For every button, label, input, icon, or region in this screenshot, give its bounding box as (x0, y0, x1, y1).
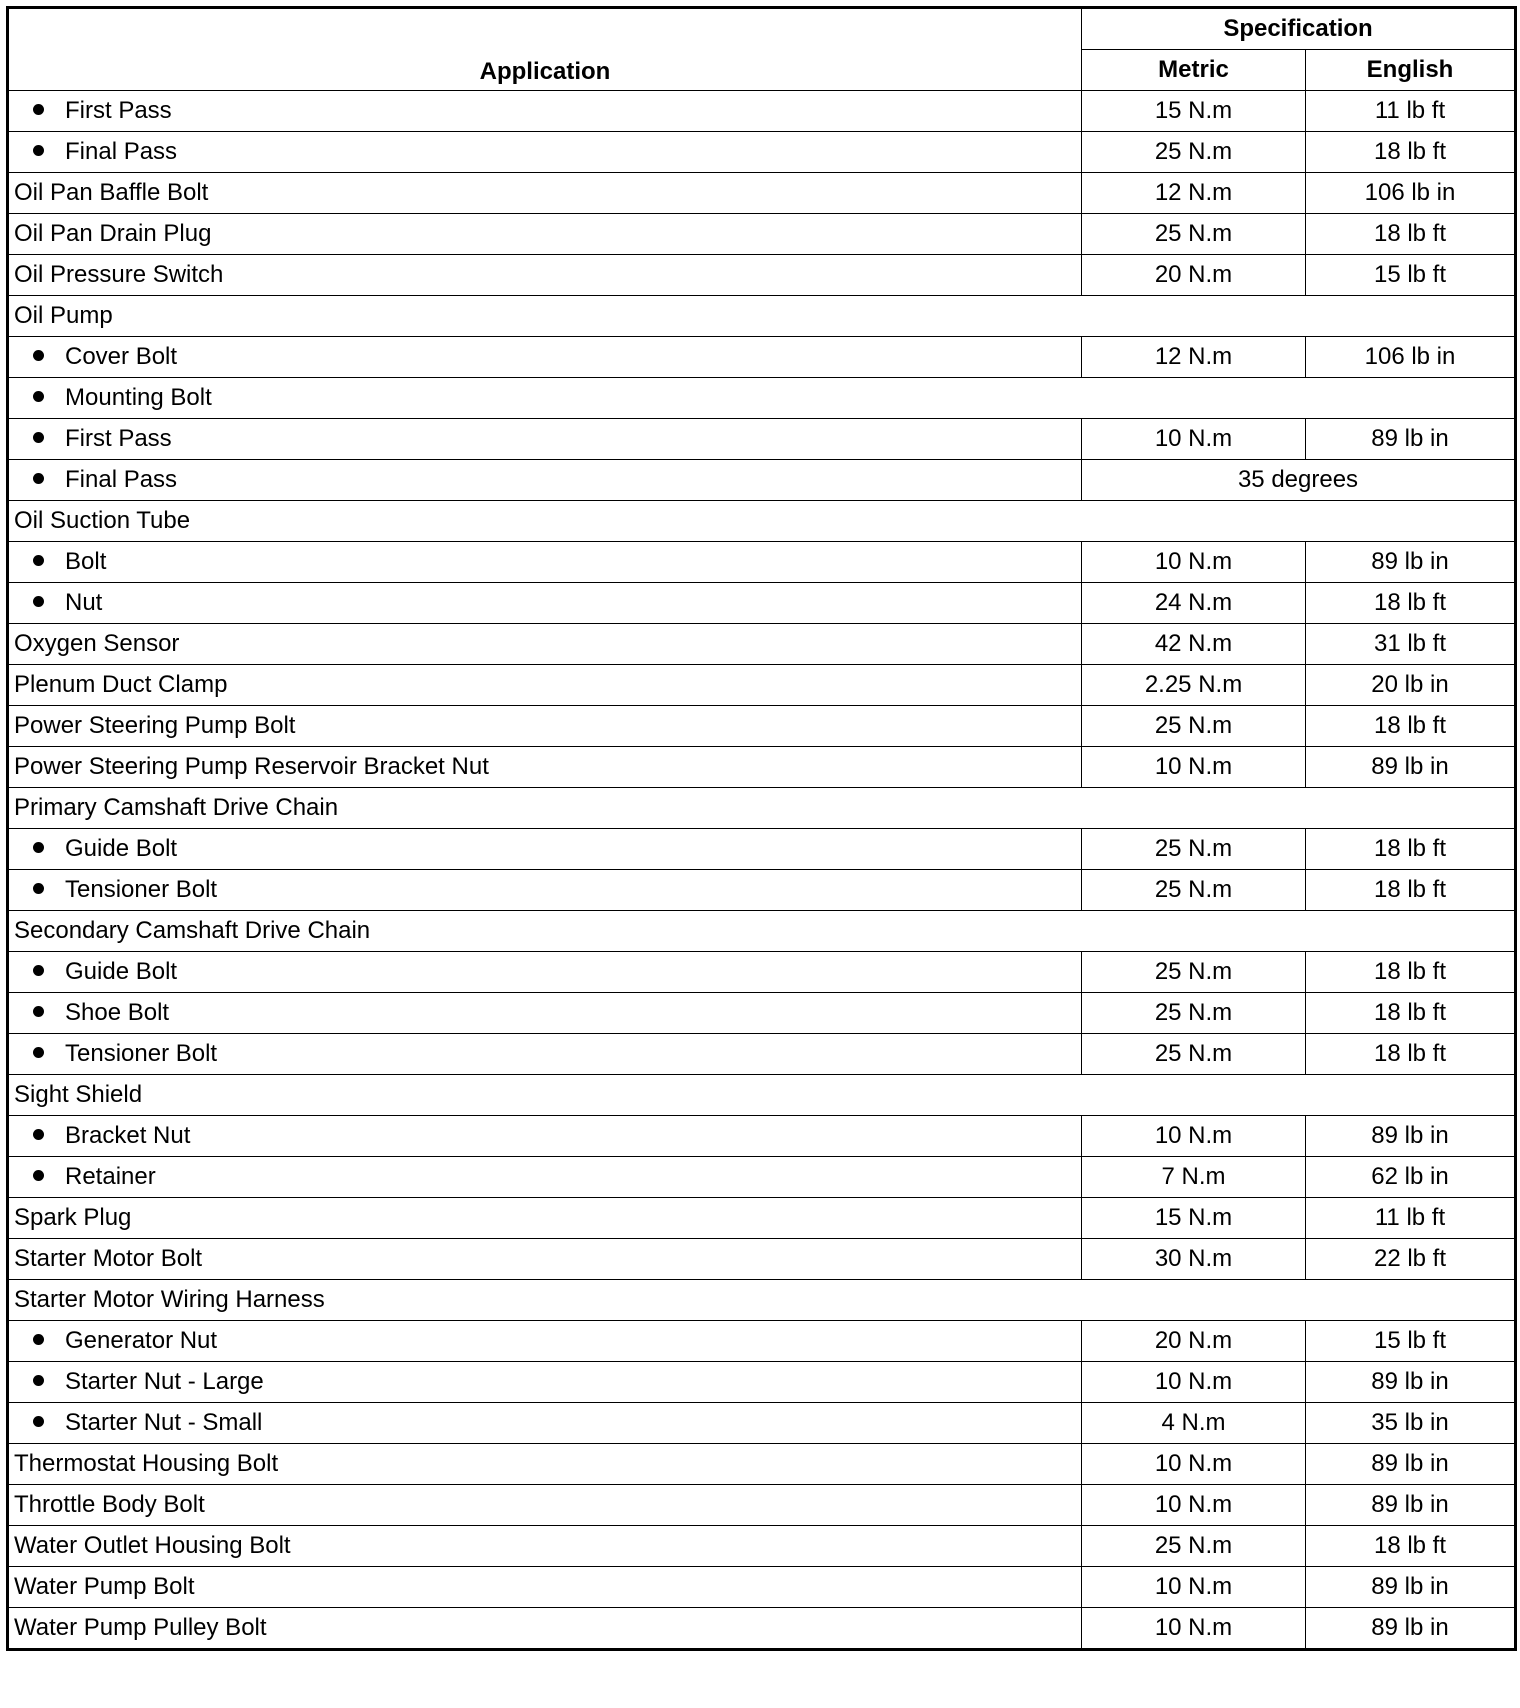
application-cell (8, 91, 1082, 132)
application-label: Oil Suction Tube (14, 507, 191, 534)
table-row (8, 788, 1516, 829)
table-row (8, 952, 1516, 993)
table-row (8, 1116, 1516, 1157)
metric-cell: 10 N.m (1082, 1485, 1306, 1526)
metric-cell: 25 N.m (1082, 1034, 1306, 1075)
application-label: First Pass (65, 97, 172, 124)
table-row (8, 337, 1516, 378)
header-application: Application (8, 8, 1082, 91)
application-cell (8, 1280, 1516, 1321)
application-cell (8, 1485, 1082, 1526)
metric-cell: 24 N.m (1082, 583, 1306, 624)
application-cell (8, 829, 1082, 870)
application-label: Spark Plug (14, 1204, 132, 1231)
specification-cell: 35 degrees (1082, 460, 1516, 501)
english-cell: 89 lb in (1306, 1567, 1516, 1608)
application-cell (8, 1567, 1082, 1608)
torque-specification-table (6, 6, 1517, 1651)
bullet-icon (33, 555, 44, 566)
application-cell (8, 1157, 1082, 1198)
application-label: Oil Pump (14, 302, 113, 329)
table-row (8, 1321, 1516, 1362)
bullet-icon (33, 1416, 44, 1427)
bullet-icon (33, 1170, 44, 1181)
application-label: Water Pump Bolt (14, 1573, 195, 1600)
bullet-icon (33, 596, 44, 607)
application-label: Power Steering Pump Bolt (14, 712, 296, 739)
application-label: Guide Bolt (65, 958, 178, 985)
metric-cell: 10 N.m (1082, 747, 1306, 788)
table-row (8, 1198, 1516, 1239)
table-body (8, 91, 1516, 1650)
application-label: Water Pump Pulley Bolt (14, 1614, 267, 1641)
application-cell (8, 1526, 1082, 1567)
table-row (8, 419, 1516, 460)
application-cell (8, 1444, 1082, 1485)
metric-cell: 15 N.m (1082, 1198, 1306, 1239)
metric-cell: 12 N.m (1082, 337, 1306, 378)
english-cell: 11 lb ft (1306, 91, 1516, 132)
application-label: Mounting Bolt (65, 384, 212, 411)
application-label: Generator Nut (65, 1327, 218, 1354)
table-row (8, 829, 1516, 870)
metric-cell: 42 N.m (1082, 624, 1306, 665)
application-label: Cover Bolt (65, 343, 178, 370)
bullet-icon (33, 1047, 44, 1058)
bullet-icon (33, 104, 44, 115)
application-label: Water Outlet Housing Bolt (14, 1532, 291, 1559)
english-cell: 20 lb in (1306, 665, 1516, 706)
table-row (8, 1567, 1516, 1608)
english-cell: 15 lb ft (1306, 1321, 1516, 1362)
metric-cell: 20 N.m (1082, 255, 1306, 296)
metric-cell: 10 N.m (1082, 542, 1306, 583)
application-label: Power Steering Pump Reservoir Bracket Nut (14, 753, 489, 780)
english-cell: 18 lb ft (1306, 1526, 1516, 1567)
application-label: Starter Motor Bolt (14, 1245, 203, 1272)
application-label: Bracket Nut (65, 1122, 191, 1149)
metric-cell: 4 N.m (1082, 1403, 1306, 1444)
table-row (8, 1075, 1516, 1116)
bullet-icon (33, 1006, 44, 1017)
application-label: Retainer (65, 1163, 156, 1190)
application-label: Shoe Bolt (65, 999, 170, 1026)
application-cell (8, 788, 1516, 829)
application-cell (8, 255, 1082, 296)
application-cell (8, 665, 1082, 706)
application-cell (8, 1403, 1082, 1444)
bullet-icon (33, 145, 44, 156)
table-row (8, 665, 1516, 706)
application-label: Nut (65, 589, 103, 616)
bullet-icon (33, 1334, 44, 1345)
application-cell (8, 1034, 1082, 1075)
table-row (8, 1485, 1516, 1526)
application-label: Oxygen Sensor (14, 630, 180, 657)
english-cell: 18 lb ft (1306, 132, 1516, 173)
metric-cell: 12 N.m (1082, 173, 1306, 214)
application-label: Secondary Camshaft Drive Chain (14, 917, 371, 944)
table-row (8, 1034, 1516, 1075)
metric-cell: 25 N.m (1082, 706, 1306, 747)
application-cell (8, 1321, 1082, 1362)
english-cell: 18 lb ft (1306, 870, 1516, 911)
application-cell (8, 870, 1082, 911)
english-cell: 89 lb in (1306, 1362, 1516, 1403)
header-specification: Specification (1082, 8, 1516, 50)
table-row (8, 132, 1516, 173)
application-cell (8, 747, 1082, 788)
application-cell (8, 583, 1082, 624)
bullet-icon (33, 350, 44, 361)
table-row (8, 1280, 1516, 1321)
application-label: Final Pass (65, 466, 178, 493)
table-row (8, 255, 1516, 296)
metric-cell: 10 N.m (1082, 1444, 1306, 1485)
english-cell: 106 lb in (1306, 337, 1516, 378)
application-label: Oil Pressure Switch (14, 261, 224, 288)
english-cell: 22 lb ft (1306, 1239, 1516, 1280)
application-label: Tensioner Bolt (65, 1040, 218, 1067)
header-metric: Metric (1082, 50, 1306, 91)
bullet-icon (33, 473, 44, 484)
english-cell: 89 lb in (1306, 1116, 1516, 1157)
table-row (8, 460, 1516, 501)
english-cell: 31 lb ft (1306, 624, 1516, 665)
table-row (8, 1362, 1516, 1403)
english-cell: 89 lb in (1306, 1485, 1516, 1526)
english-cell: 11 lb ft (1306, 1198, 1516, 1239)
application-label: Starter Nut - Small (65, 1409, 263, 1436)
application-label: Starter Nut - Large (65, 1368, 264, 1395)
table-row (8, 1608, 1516, 1650)
english-cell: 18 lb ft (1306, 583, 1516, 624)
english-cell: 89 lb in (1306, 542, 1516, 583)
table-row (8, 296, 1516, 337)
application-cell (8, 624, 1082, 665)
application-cell (8, 542, 1082, 583)
application-cell (8, 1116, 1082, 1157)
metric-cell: 10 N.m (1082, 1608, 1306, 1650)
english-cell: 89 lb in (1306, 419, 1516, 460)
header-english: English (1306, 50, 1516, 91)
metric-cell: 2.25 N.m (1082, 665, 1306, 706)
metric-cell: 25 N.m (1082, 993, 1306, 1034)
application-label: Guide Bolt (65, 835, 178, 862)
table-row (8, 747, 1516, 788)
table-row (8, 501, 1516, 542)
application-label: Plenum Duct Clamp (14, 671, 228, 698)
application-label: Tensioner Bolt (65, 876, 218, 903)
application-cell (8, 378, 1516, 419)
table-row (8, 706, 1516, 747)
bullet-icon (33, 965, 44, 976)
application-label: Thermostat Housing Bolt (14, 1450, 279, 1477)
metric-cell: 15 N.m (1082, 91, 1306, 132)
application-label: Bolt (65, 548, 107, 575)
metric-cell: 25 N.m (1082, 1526, 1306, 1567)
english-cell: 62 lb in (1306, 1157, 1516, 1198)
application-cell (8, 993, 1082, 1034)
english-cell: 89 lb in (1306, 747, 1516, 788)
table-row (8, 378, 1516, 419)
application-label: Starter Motor Wiring Harness (14, 1286, 325, 1313)
english-cell: 35 lb in (1306, 1403, 1516, 1444)
application-cell (8, 1075, 1516, 1116)
metric-cell: 10 N.m (1082, 1362, 1306, 1403)
table-row (8, 91, 1516, 132)
metric-cell: 30 N.m (1082, 1239, 1306, 1280)
english-cell: 18 lb ft (1306, 993, 1516, 1034)
metric-cell: 20 N.m (1082, 1321, 1306, 1362)
metric-cell: 25 N.m (1082, 829, 1306, 870)
table-row (8, 583, 1516, 624)
english-cell: 18 lb ft (1306, 214, 1516, 255)
english-cell: 15 lb ft (1306, 255, 1516, 296)
metric-cell: 10 N.m (1082, 1567, 1306, 1608)
metric-cell: 7 N.m (1082, 1157, 1306, 1198)
table-row (8, 870, 1516, 911)
table-row (8, 1526, 1516, 1567)
application-cell (8, 706, 1082, 747)
application-label: Sight Shield (14, 1081, 143, 1108)
english-cell: 18 lb ft (1306, 952, 1516, 993)
application-cell (8, 1198, 1082, 1239)
application-label: Oil Pan Drain Plug (14, 220, 212, 247)
application-label: Oil Pan Baffle Bolt (14, 179, 209, 206)
english-cell: 18 lb ft (1306, 706, 1516, 747)
metric-cell: 25 N.m (1082, 214, 1306, 255)
bullet-icon (33, 432, 44, 443)
application-cell (8, 419, 1082, 460)
metric-cell: 25 N.m (1082, 870, 1306, 911)
english-cell: 106 lb in (1306, 173, 1516, 214)
english-cell: 18 lb ft (1306, 1034, 1516, 1075)
metric-cell: 25 N.m (1082, 952, 1306, 993)
metric-cell: 10 N.m (1082, 1116, 1306, 1157)
english-cell: 18 lb ft (1306, 829, 1516, 870)
metric-cell: 25 N.m (1082, 132, 1306, 173)
application-cell (8, 501, 1516, 542)
bullet-icon (33, 391, 44, 402)
bullet-icon (33, 1375, 44, 1386)
metric-cell: 10 N.m (1082, 419, 1306, 460)
bullet-icon (33, 1129, 44, 1140)
application-label: Primary Camshaft Drive Chain (14, 794, 339, 821)
application-cell (8, 911, 1516, 952)
english-cell: 89 lb in (1306, 1608, 1516, 1650)
table-row (8, 624, 1516, 665)
application-label: Final Pass (65, 138, 178, 165)
application-cell (8, 296, 1516, 337)
table-row (8, 1239, 1516, 1280)
application-cell (8, 1362, 1082, 1403)
english-cell: 89 lb in (1306, 1444, 1516, 1485)
application-cell (8, 1239, 1082, 1280)
application-cell (8, 460, 1082, 501)
application-label: Throttle Body Bolt (14, 1491, 205, 1518)
table-row (8, 214, 1516, 255)
table-row (8, 542, 1516, 583)
table-row (8, 173, 1516, 214)
bullet-icon (33, 883, 44, 894)
table-row (8, 1157, 1516, 1198)
application-cell (8, 952, 1082, 993)
application-label: First Pass (65, 425, 172, 452)
bullet-icon (33, 842, 44, 853)
table-row (8, 1403, 1516, 1444)
application-cell (8, 337, 1082, 378)
application-cell (8, 173, 1082, 214)
table-row (8, 1444, 1516, 1485)
table-row (8, 993, 1516, 1034)
application-cell (8, 1608, 1082, 1650)
application-cell (8, 132, 1082, 173)
table-row (8, 911, 1516, 952)
application-cell (8, 214, 1082, 255)
